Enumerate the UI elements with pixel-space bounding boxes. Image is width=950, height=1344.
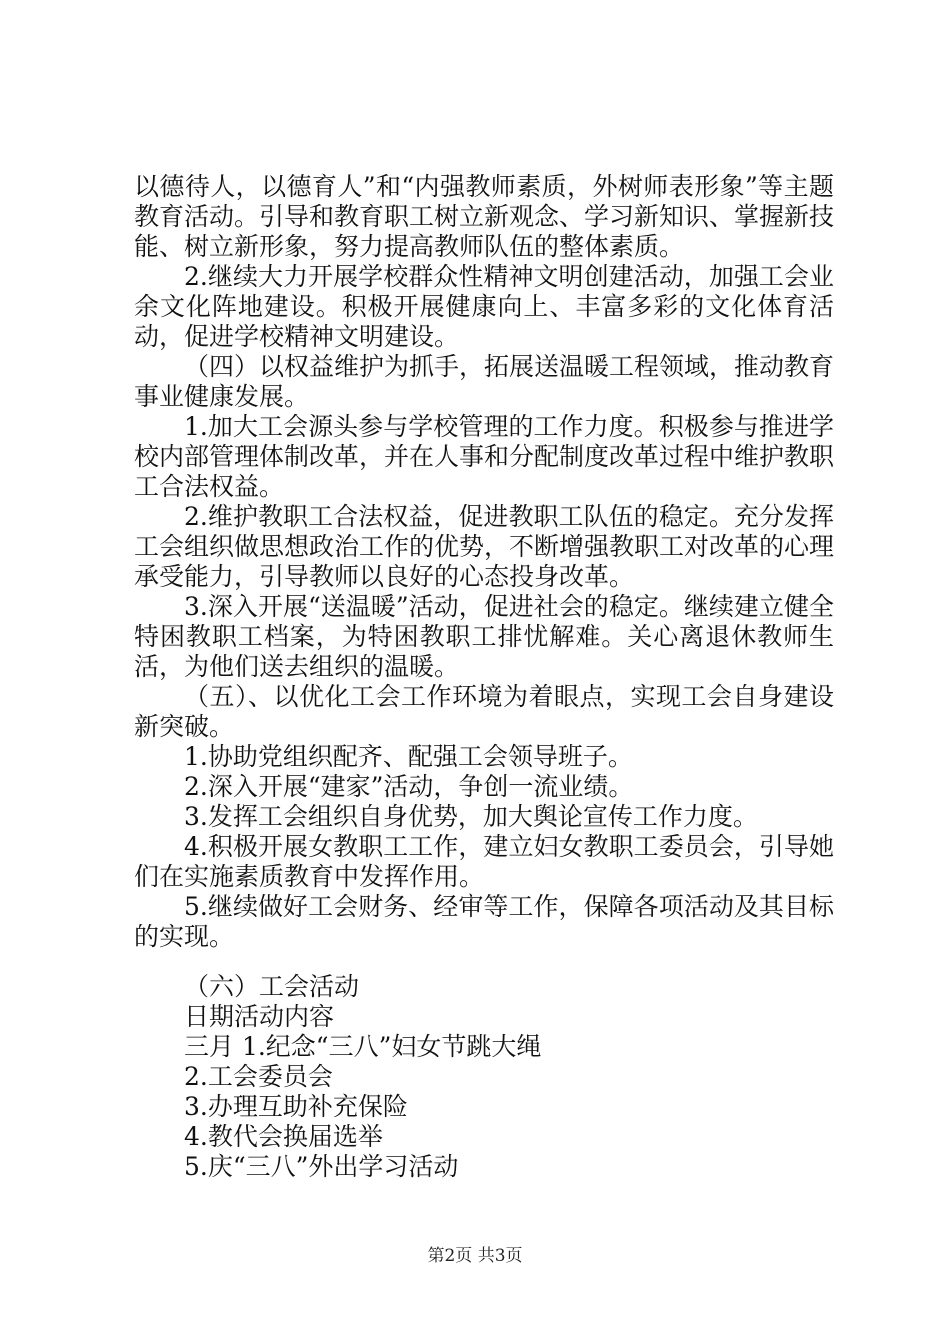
paragraph-item-4-women: 4.积极开展女教职工工作，建立妇女教职工委员会，引导她们在实施素质教育中发挥作用。 — [134, 832, 834, 891]
section-heading-5: （五）、以优化工会工作环境为着眼点，实现工会自身建设新突破。 — [134, 682, 834, 741]
activity-item: 4.教代会换届选举 — [184, 1122, 383, 1151]
paragraph-item-1-leadership: 1.协助党组织配齐、配强工会领导班子。 — [184, 742, 633, 771]
paragraph-item-2-rights: 2.维护教职工合法权益，促进教职工队伍的稳定。充分发挥工会组织做思想政治工作的优势，不断增强教职工对改革的心理承受能力，引导教师以良好的心态投身改革。 — [134, 502, 835, 591]
activity-item: 2.工会委员会 — [184, 1062, 333, 1091]
paragraph-item-5-finance: 5.继续做好工会财务、经审等工作，保障各项活动及其目标的实现。 — [134, 892, 834, 951]
paragraph-intro-continuation: 以德待人，以德育人”和“内强教师素质，外树师表形象”等主题教育活动。引导和教育职工树立新观念、学习新知识、掌握新技能、树立新形象，努力提高教师队伍的整体素质。 — [134, 172, 835, 261]
body-text — [134, 172, 834, 952]
activity-item: 5.庆“三八”外出学习活动 — [184, 1152, 459, 1181]
paragraph-item-1-management: 1.加大工会源头参与学校管理的工作力度。积极参与推进学校内部管理体制改革，并在人事和分配制度改革过程中维护教职工合法权益。 — [134, 412, 835, 501]
activities-section — [184, 972, 784, 1182]
page-number-footer: 第2页 共3页 — [427, 1246, 523, 1266]
activity-item: 三月 1.纪念“三八”妇女节跳大绳 — [184, 1032, 542, 1061]
paragraph-item-3-warmth: 3.深入开展“送温暖”活动，促进社会的稳定。继续建立健全特困教职工档案，为特困教职工排忧解难。关心离退休教师生活，为他们送去组织的温暖。 — [134, 592, 834, 681]
paragraph-item-2-culture: 2.继续大力开展学校群众性精神文明创建活动，加强工会业余文化阵地建设。积极开展健康向上、丰富多彩的文化体育活动，促进学校精神文明建设。 — [134, 262, 834, 351]
activities-table-header: 日期活动内容 — [184, 1002, 335, 1031]
activities-heading: （六）工会活动 — [184, 972, 360, 1001]
paragraph-item-3-publicity: 3.发挥工会组织自身优势，加大舆论宣传工作力度。 — [184, 802, 758, 831]
section-heading-4: （四）以权益维护为抓手，拓展送温暖工程领域，推动教育事业健康发展。 — [134, 352, 835, 411]
paragraph-item-2-home: 2.深入开展“建家”活动，争创一流业绩。 — [184, 772, 634, 801]
activity-item: 3.办理互助补充保险 — [184, 1092, 408, 1121]
